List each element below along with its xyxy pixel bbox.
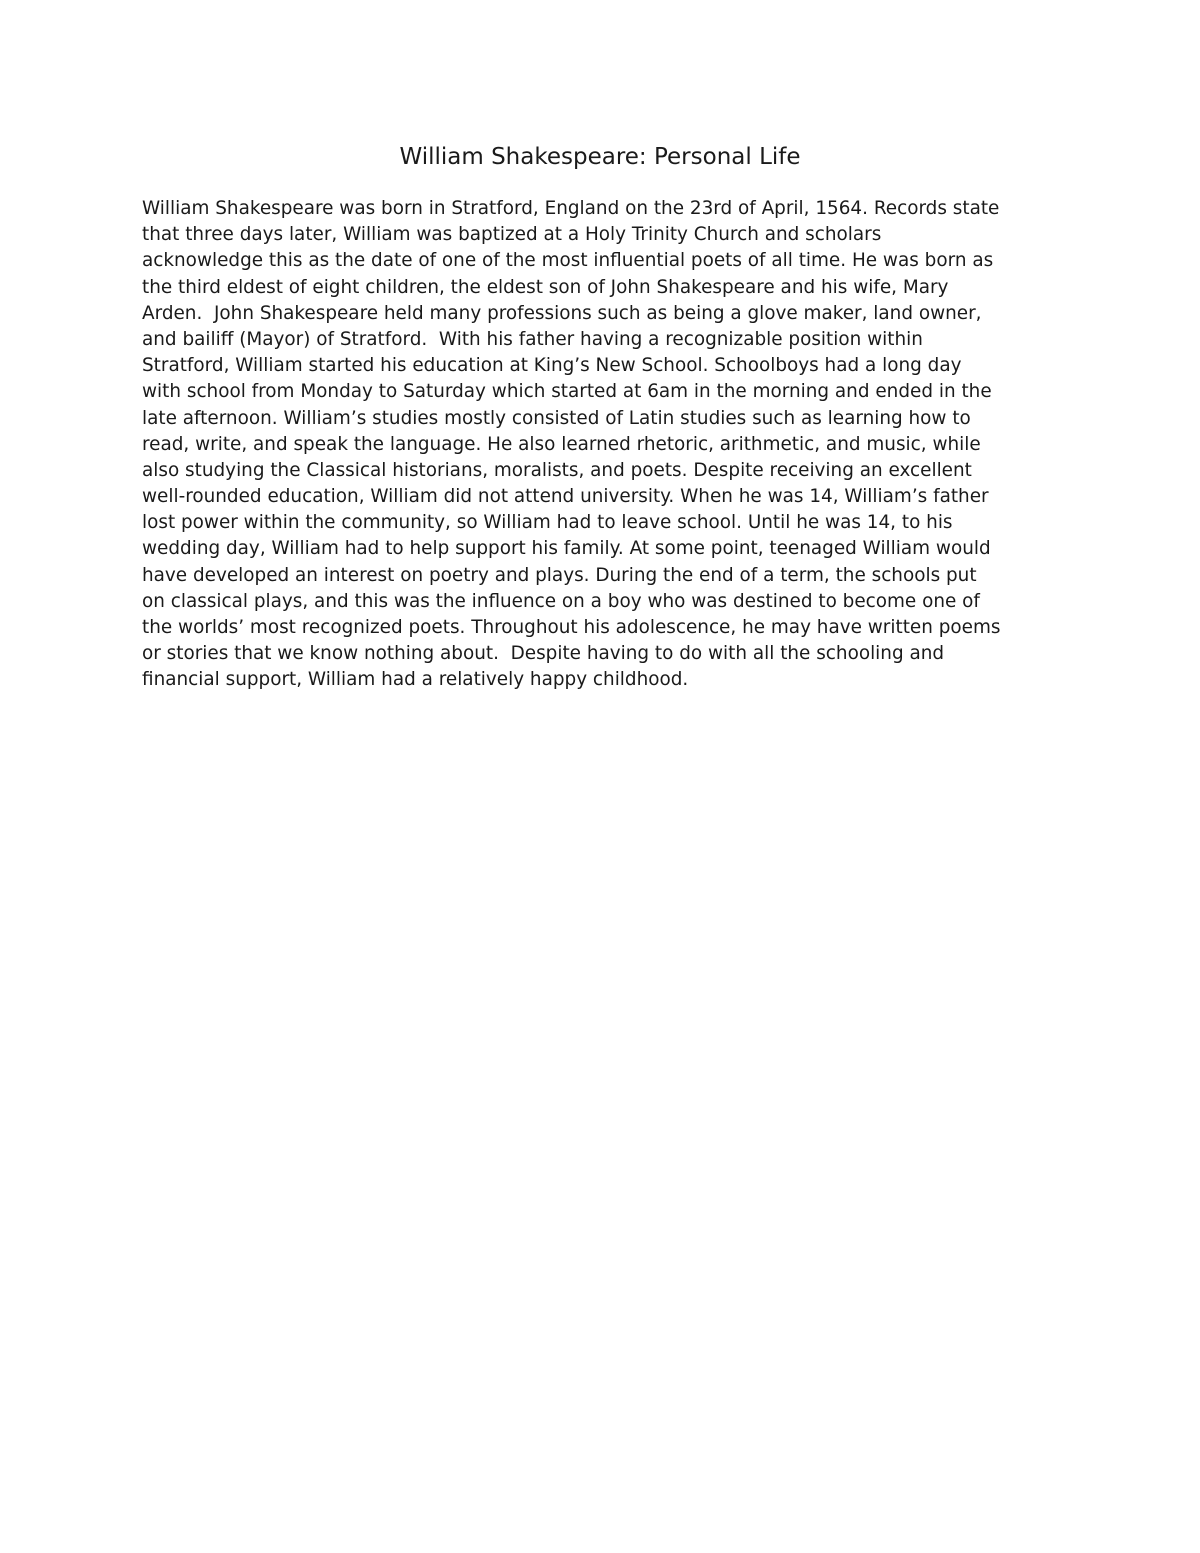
body-paragraph [142, 196, 1102, 694]
paragraph-line: lost power within the community, so William had to leave school. Until he was 14, to his [142, 512, 953, 534]
paragraph-line: that three days later, William was baptized at a Holy Trinity Church and scholars [142, 224, 882, 246]
paragraph-line: Arden. John Shakespeare held many professions such as being a glove maker, land owner, [142, 302, 982, 324]
paragraph-line: well-rounded education, William did not attend university. When he was 14, William’s father [142, 486, 989, 508]
paragraph-line: Stratford, William started his education at King’s New School. Schoolboys had a long day [142, 355, 962, 377]
paragraph-line: read, write, and speak the language. He also learned rhetoric, arithmetic, and music, while [142, 433, 981, 455]
paragraph-line: have developed an interest on poetry and plays. During the end of a term, the schools put [142, 564, 977, 586]
paragraph-line: and bailiff (Mayor) of Stratford. With his father having a recognizable position within [142, 328, 923, 350]
paragraph-line: or stories that we know nothing about. Despite having to do with all the schooling and [142, 643, 945, 665]
paragraph-line: financial support, William had a relatively happy childhood. [142, 669, 689, 691]
paragraph-line: the worlds’ most recognized poets. Throughout his adolescence, he may have written poems [142, 617, 1001, 638]
paragraph-line: wedding day, William had to help support his family. At some point, teenaged William would [142, 538, 991, 560]
paragraph-line: the third eldest of eight children, the eldest son of John Shakespeare and his wife, Mary [142, 276, 949, 298]
paragraph-line: late afternoon. William’s studies mostly consisted of Latin studies such as learning how to [142, 407, 971, 429]
paragraph-line: also studying the Classical historians, moralists, and poets. Despite receiving an excellent [142, 459, 972, 481]
paragraph-line: acknowledge this as the date of one of the most influential poets of all time. He was born as [142, 250, 994, 272]
paragraph-line: with school from Monday to Saturday which started at 6am in the morning and ended in the [142, 381, 992, 403]
paragraph-line: on classical plays, and this was the influence on a boy who was destined to become one of [142, 590, 980, 612]
paragraph-line: William Shakespeare was born in Stratford, England on the 23rd of April, 1564. Records state [142, 198, 1000, 219]
document-title: William Shakespeare: Personal Life [399, 144, 801, 170]
